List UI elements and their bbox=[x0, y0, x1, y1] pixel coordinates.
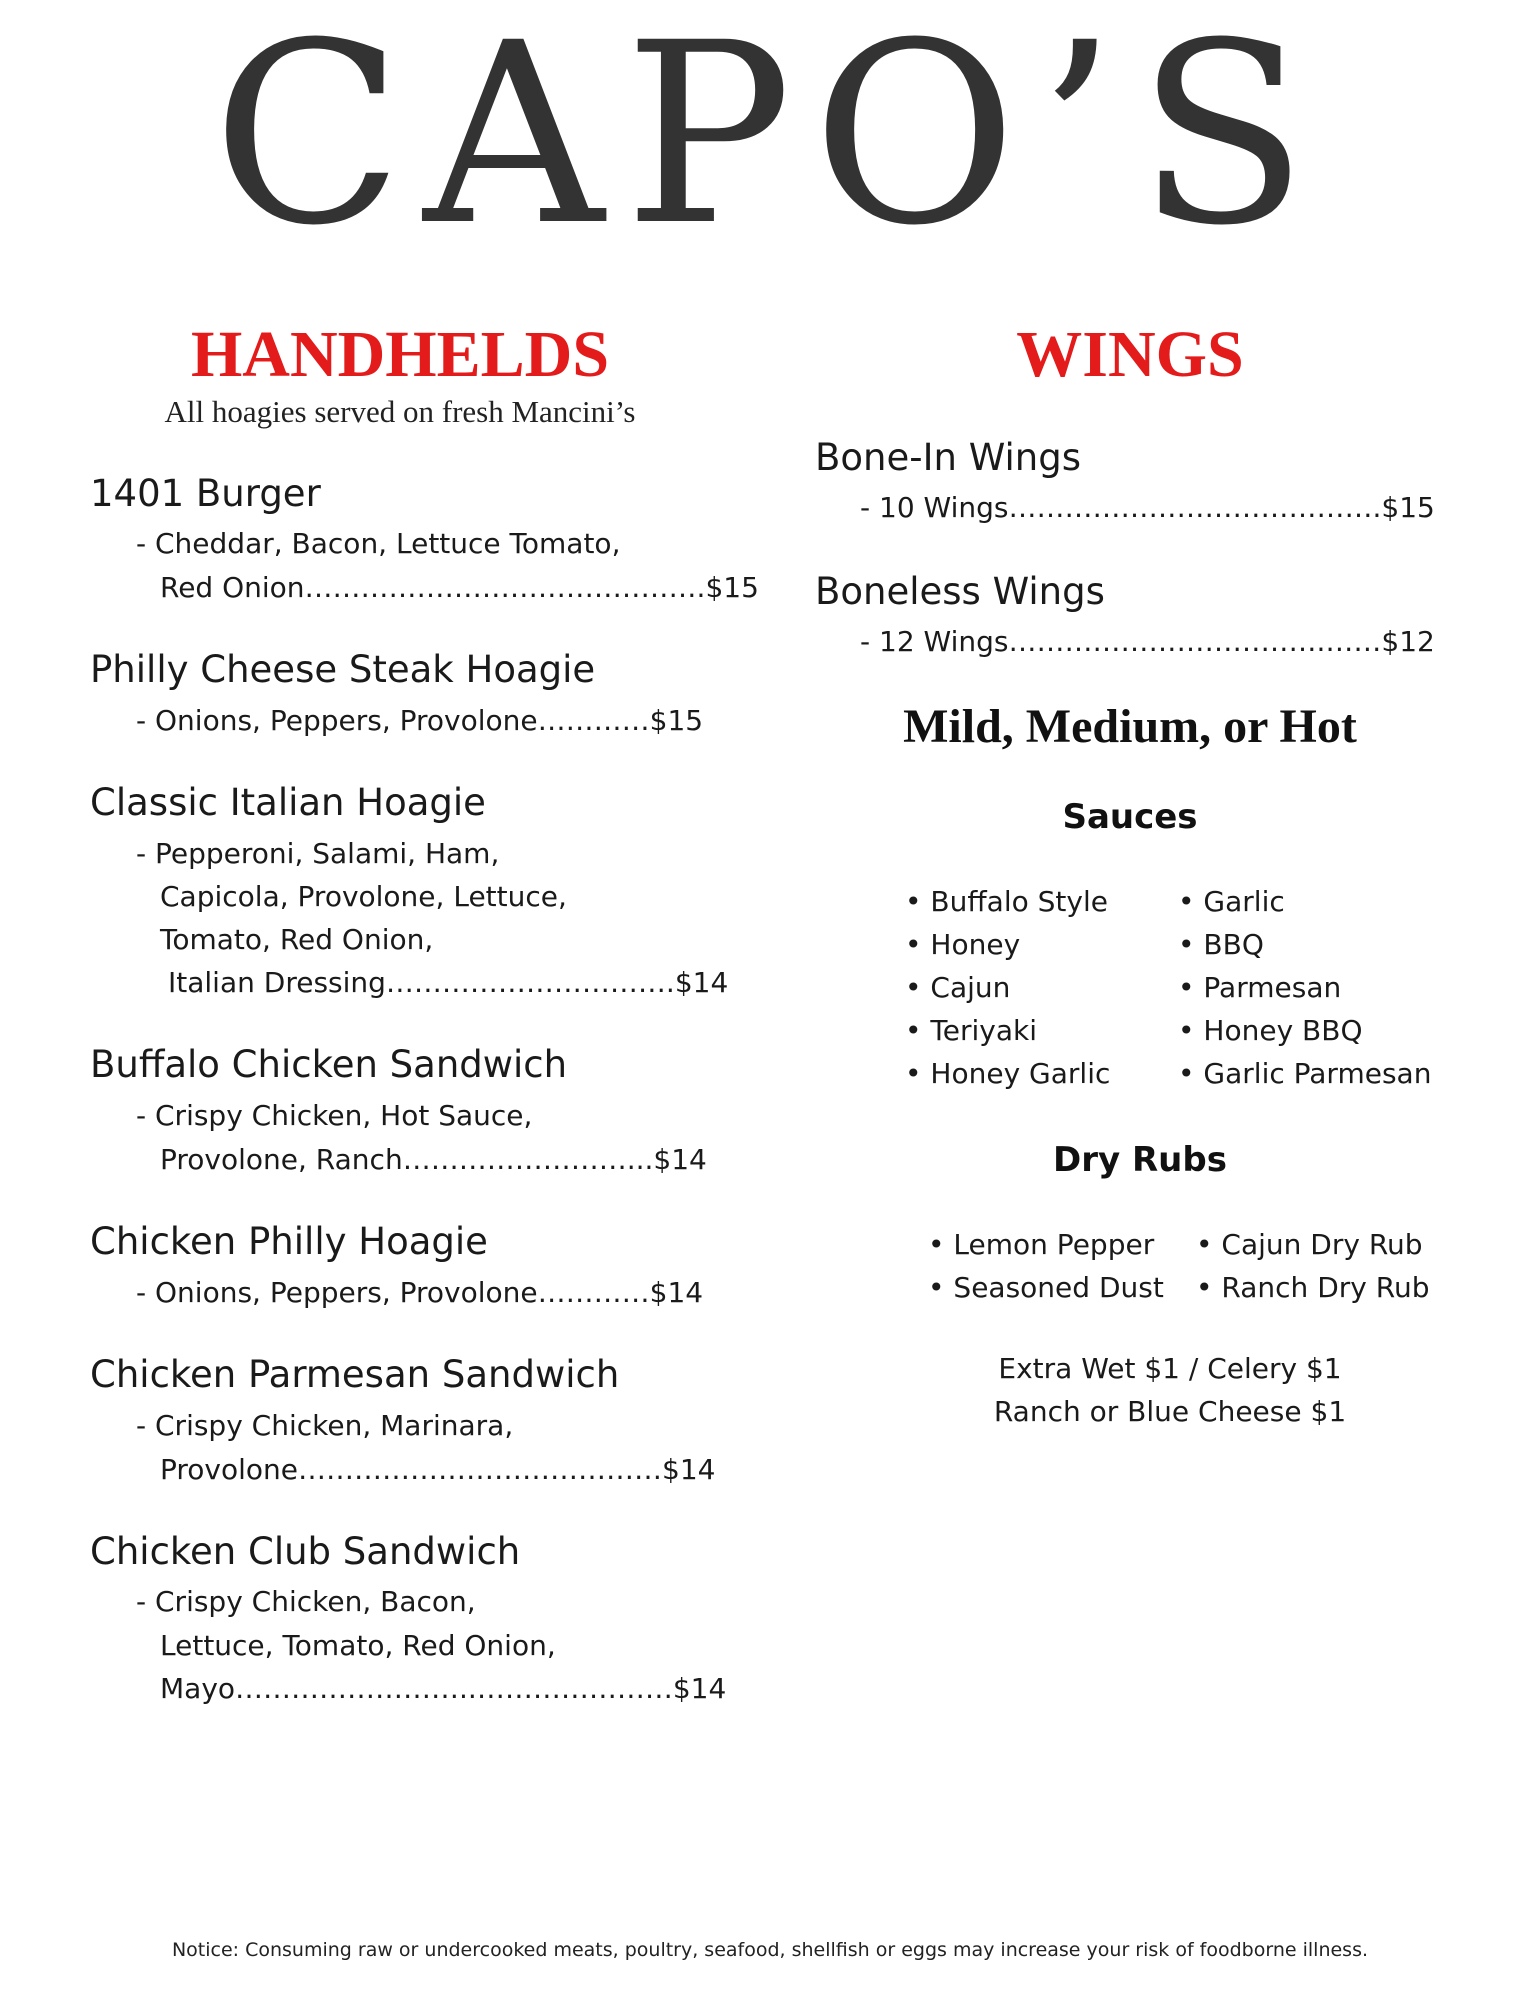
rub-item: • Seasoned Dust bbox=[928, 1266, 1164, 1309]
menu-item-desc: - Cheddar, Bacon, Lettuce Tomato, bbox=[136, 527, 621, 560]
menu-item-name: Buffalo Chicken Sandwich bbox=[90, 1043, 568, 1086]
sauce-item: • Garlic bbox=[1178, 880, 1431, 923]
sauce-item: • Garlic Parmesan bbox=[1178, 1052, 1431, 1095]
menu-item-desc: Lettuce, Tomato, Red Onion, bbox=[160, 1629, 556, 1662]
menu-item-name: Classic Italian Hoagie bbox=[90, 781, 486, 824]
menu-item-desc: - Crispy Chicken, Hot Sauce, bbox=[136, 1099, 533, 1132]
menu-item-name: Chicken Parmesan Sandwich bbox=[90, 1353, 620, 1396]
menu-item-desc: Tomato, Red Onion, bbox=[160, 923, 434, 956]
wings-item-desc: - 10 Wings………………………………….$15 bbox=[860, 491, 1435, 524]
menu-item-desc: Capicola, Provolone, Lettuce, bbox=[160, 880, 567, 913]
menu-item-name: Chicken Club Sandwich bbox=[90, 1530, 521, 1573]
rubs-list-right bbox=[1196, 1223, 1429, 1309]
sauce-item: • Teriyaki bbox=[905, 1009, 1110, 1052]
menu-item-desc: - Crispy Chicken, Marinara, bbox=[136, 1409, 514, 1442]
wings-heading: WINGS bbox=[1016, 318, 1244, 391]
extras-line: Ranch or Blue Cheese $1 bbox=[993, 1395, 1347, 1428]
sauce-item: • Honey Garlic bbox=[905, 1052, 1110, 1095]
menu-item-name: Philly Cheese Steak Hoagie bbox=[90, 648, 596, 691]
rub-item: • Ranch Dry Rub bbox=[1196, 1266, 1429, 1309]
extras-line: Extra Wet $1 / Celery $1 bbox=[998, 1352, 1342, 1385]
menu-item-desc: - Pepperoni, Salami, Ham, bbox=[136, 837, 500, 870]
restaurant-logo-title: CAPO’S bbox=[212, 0, 1328, 280]
sauce-item: • BBQ bbox=[1178, 923, 1431, 966]
sauces-list-left bbox=[905, 880, 1110, 1095]
wings-item-name: Bone-In Wings bbox=[815, 436, 1081, 479]
menu-item-desc: - Onions, Peppers, Provolone…………$14 bbox=[136, 1276, 704, 1309]
wings-item-name: Boneless Wings bbox=[815, 570, 1105, 613]
menu-item-desc: Red Onion…………………………………….$15 bbox=[160, 571, 759, 604]
menu-item-name: 1401 Burger bbox=[90, 472, 321, 515]
menu-item-desc: Mayo……………………..…………………$14 bbox=[160, 1672, 727, 1705]
menu-item-desc: Provolone, Ranch……………………...$14 bbox=[160, 1143, 707, 1176]
heat-levels: Mild, Medium, or Hot bbox=[903, 700, 1357, 753]
handhelds-subtitle: All hoagies served on fresh Mancini’s bbox=[164, 394, 636, 429]
sauce-item: • Buffalo Style bbox=[905, 880, 1110, 923]
menu-item-name: Chicken Philly Hoagie bbox=[90, 1220, 488, 1263]
food-safety-notice: Notice: Consuming raw or undercooked meats, poultry, seafood, shellfish or eggs may increase your risk of foodborne illness. bbox=[171, 1939, 1369, 1961]
rubs-list-left bbox=[928, 1223, 1164, 1309]
rub-item: • Cajun Dry Rub bbox=[1196, 1223, 1429, 1266]
sauce-item: • Parmesan bbox=[1178, 966, 1431, 1009]
wings-item-desc: - 12 Wings…………………………….……$12 bbox=[860, 625, 1435, 658]
menu-item-desc: - Onions, Peppers, Provolone…………$15 bbox=[136, 704, 704, 737]
sauce-item: • Honey BBQ bbox=[1178, 1009, 1431, 1052]
dry-rubs-heading: Dry Rubs bbox=[1053, 1140, 1227, 1180]
handhelds-heading: HANDHELDS bbox=[190, 318, 610, 391]
menu-item-desc: - Crispy Chicken, Bacon, bbox=[136, 1585, 476, 1618]
sauces-list-right bbox=[1178, 880, 1431, 1095]
sauce-item: • Cajun bbox=[905, 966, 1110, 1009]
rub-item: • Lemon Pepper bbox=[928, 1223, 1164, 1266]
sauce-item: • Honey bbox=[905, 923, 1110, 966]
menu-item-desc: Italian Dressing………………………….$14 bbox=[168, 966, 729, 999]
sauces-heading: Sauces bbox=[1062, 797, 1198, 837]
menu-item-desc: Provolone…………………………………$14 bbox=[160, 1453, 716, 1486]
